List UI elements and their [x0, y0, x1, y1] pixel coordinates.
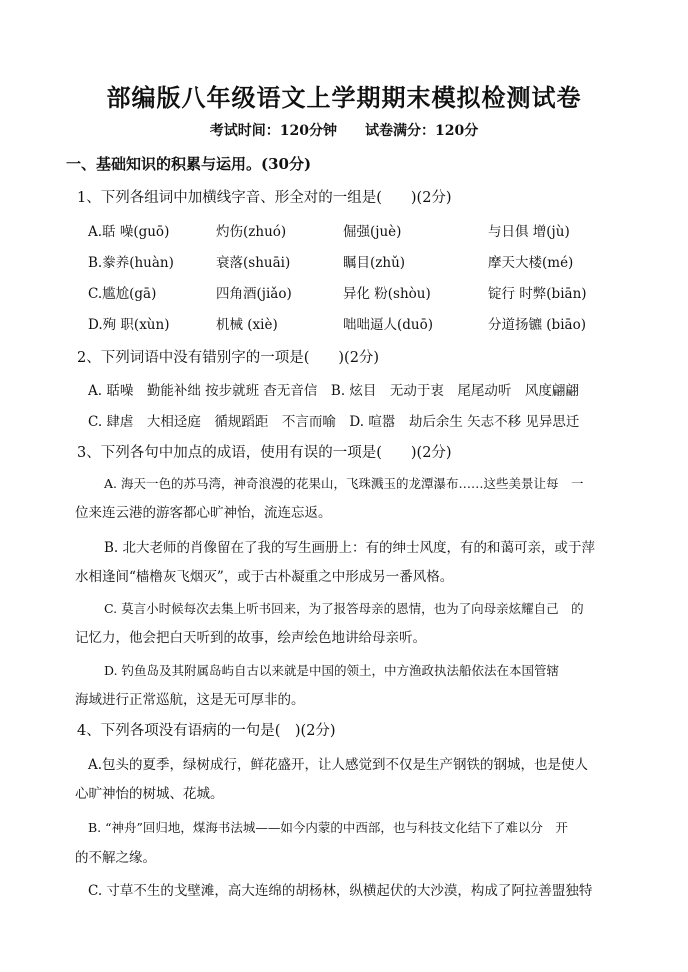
q1-cell: 异化 粉(shòu) [343, 286, 431, 302]
question-1-stem: 1、下列各组词中加横线字音、形全对的一组是( )(2分) [77, 190, 452, 206]
q4-option-b-cont: 的不解之缘。 [75, 850, 156, 866]
question-2-stem: 2、下列词语中没有错别字的一项是( )(2分) [77, 350, 380, 366]
q4-option-b: B. “神舟”回归地，煤海书法城——如今内蒙的中西部，也与科技文化结下了难以分 开 [88, 820, 568, 835]
q1-cell: 摩天大楼(mé) [488, 255, 574, 271]
q4-option-a-cont: 心旷神怡的树城、花城。 [75, 786, 224, 802]
q1-cell: 机械 (xiè) [216, 317, 278, 333]
q1-cell: B.豢养(huàn) [88, 255, 174, 271]
q1-cell: 灼伤(zhuó) [216, 224, 287, 240]
page-title: 部编版八年级语文上学期期末模拟检测试卷 [106, 83, 582, 112]
exam-meta [0, 120, 688, 140]
q1-cell: 衰落(shuāi) [216, 255, 291, 271]
q4-option-a: A.包头的夏季，绿树成行，鲜花盛开，让人感觉到不仅是生产钢铁的钢城，也是使人 [88, 757, 589, 773]
q1-cell: D.殉 职(xùn) [88, 317, 170, 333]
question-4-stem: 4、下列各项没有语病的一句是( )(2分) [77, 723, 336, 739]
q1-cell: A.聒 噪(guō) [88, 224, 170, 240]
question-3-stem: 3、下列各句中加点的成语，使用有误的一项是( )(2分) [77, 445, 452, 461]
q1-cell: 倔强(juè) [343, 224, 402, 240]
q3-option-d-cont: 海域进行正常巡航，这是无可厚非的。 [75, 692, 305, 708]
q3-option-a-cont: 位来连云港的游客都心旷神怡，流连忘返。 [75, 505, 332, 521]
q3-option-c-cont: 记忆力，他会把白天听到的故事，绘声绘色地讲给母亲听。 [75, 630, 426, 646]
q3-option-b-cont: 水相逢间“樯橹灰飞烟灭”，或于古朴凝重之中形成另一番风格。 [75, 569, 454, 585]
q1-cell: 锭行 时弊(biān) [488, 286, 587, 302]
q1-cell: 四角酒(jiǎo) [216, 286, 292, 302]
q2-options-line: C. 肆虐 大相迳庭 循规蹈距 不言而喻 D. 喧嚣 劫后余生 矢志不移 见异思迁 [88, 414, 580, 430]
q3-option-c: C. 莫言小时候每次去集上听书回来，为了报答母亲的恩情，也为了向母亲炫耀自己 的 [104, 601, 584, 616]
q3-option-b: B. 北大老师的肖像留在了我的写生画册上：有的绅士风度，有的和蔼可亲，或于萍 [104, 540, 596, 556]
q2-options-line: A. 聒噪 勤能补绌 按步就班 杳无音信 B. 炫目 无动于衷 尾尾动听 风度翩翩 [88, 383, 579, 399]
q3-option-a: A. 海天一色的苏马湾，神奇浪漫的花果山，飞珠溅玉的龙潭瀑布……这些美景让每 一 [104, 476, 584, 491]
section-heading: 一、基础知识的积累与运用。(30分) [66, 155, 312, 173]
q1-cell: C.尴尬(gā) [88, 286, 157, 302]
q3-option-d: D. 钓鱼岛及其附属岛屿自古以来就是中国的领土，中方渔政执法船依法在本国管辖 [104, 663, 560, 678]
full-score: 试卷满分：120分 [365, 123, 479, 139]
q1-cell: 咄咄逼人(duō) [343, 317, 433, 333]
q4-option-c: C. 寸草不生的戈壁滩，高大连绵的胡杨林，纵横起伏的大沙漠，构成了阿拉善盟独特 [88, 883, 593, 899]
q1-cell: 瞩目(zhǔ) [343, 255, 406, 271]
q1-cell: 与日俱 增(jù) [488, 224, 570, 240]
q1-cell: 分道扬镳 (biāo) [488, 317, 586, 333]
exam-time: 考试时间：120分钟 [209, 123, 337, 139]
